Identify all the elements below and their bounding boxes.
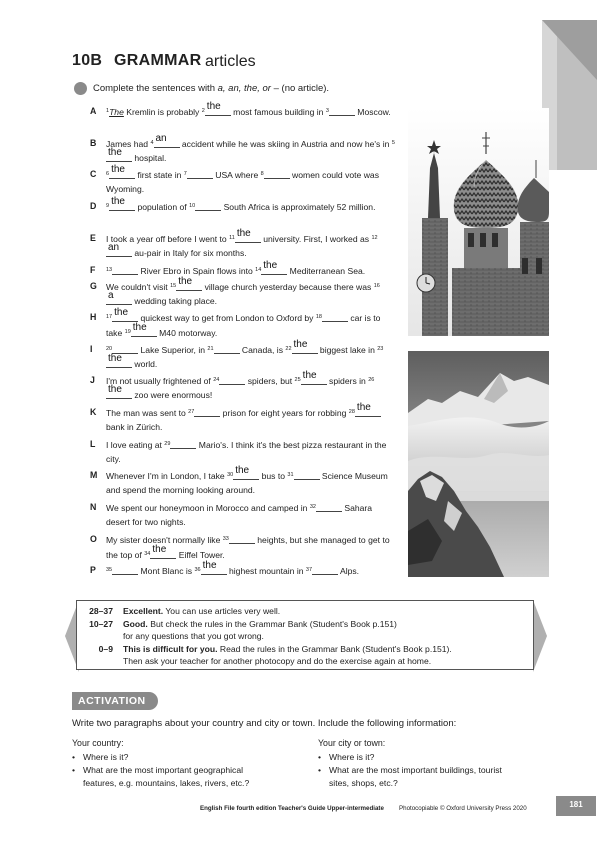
blank-number: 13	[106, 267, 113, 273]
blank-number: 23	[377, 346, 384, 352]
kremlin-photo	[408, 108, 549, 336]
handwritten-answer: the	[111, 196, 125, 207]
exercise-letter: N	[90, 502, 97, 512]
exercise-letter: I	[90, 344, 93, 354]
score-row-excellent: 28–37 Excellent. You can use articles very well.	[89, 606, 281, 616]
answer-blank[interactable]	[214, 344, 240, 354]
blank-number: 18	[315, 314, 322, 320]
blank-number: 6	[106, 171, 110, 177]
blank-number: 20	[106, 346, 113, 352]
exercise-text: Whenever I'm in London, I take $^{30}$ the bus to $^{31}$ Science Museum and spend the morning looking around.	[106, 465, 388, 495]
answer-blank[interactable]	[229, 534, 255, 544]
exercise-text: $^6$ the first state in $^7$ USA where $^8$ women could vote was Wyoming.	[106, 164, 379, 194]
exercise-n	[90, 500, 395, 529]
exercise-letter: E	[90, 233, 96, 243]
handwritten-answer: the	[236, 228, 251, 239]
blank-number: 16	[373, 283, 380, 289]
blank-number: 7	[183, 171, 187, 177]
blank-number: 28	[348, 409, 355, 415]
handwritten-answer: the	[132, 322, 147, 333]
exercise-letter: K	[90, 407, 97, 417]
answer-blank[interactable]	[294, 470, 320, 480]
country-bullet-2: • What are the most important geographical features, e.g. mountains, lakes, rivers, etc.?	[72, 765, 250, 788]
exercise-m	[90, 465, 395, 497]
blank-number: 32	[309, 504, 316, 510]
exercise-letter: F	[90, 265, 96, 275]
answer-blank[interactable]	[329, 106, 355, 116]
exercise-text: The man was sent to $^{27}$ prison for eight years for robbing $^{28}$ the bank in Zürich.	[106, 405, 395, 434]
blank-number: 22	[285, 346, 292, 352]
score-box-right-arrow	[533, 600, 547, 672]
exercise-text: I took a year off before I went to $^{11}$ the university. First, I worked as $^{12}$ an au-pair in Italy for six months.	[106, 228, 378, 258]
country-bullet-1: • Where is it?	[72, 752, 129, 762]
blank-number: 8	[260, 171, 264, 177]
handwritten-answer: the	[152, 544, 167, 555]
answer-blank[interactable]	[170, 439, 196, 449]
blank-number: 33	[222, 536, 229, 542]
corner-fold	[542, 20, 597, 80]
exercise-i	[90, 339, 395, 371]
handwritten-answer: the	[302, 370, 317, 381]
answer-blank[interactable]	[187, 169, 213, 179]
handwritten-answer: the	[263, 260, 278, 271]
handwritten-answer: the	[356, 402, 371, 413]
handwritten-answer: the	[108, 353, 122, 364]
exercise-letter: O	[90, 534, 97, 544]
blank-number: 36	[194, 567, 201, 573]
example-answer: The	[109, 107, 124, 117]
instruction-bullet-icon	[74, 82, 87, 95]
answer-blank[interactable]	[219, 375, 245, 385]
blank-number: 24	[213, 377, 220, 383]
exercise-letter: M	[90, 470, 98, 480]
topic-title: articles	[205, 53, 256, 70]
answer-blank[interactable]	[176, 276, 202, 291]
handwritten-answer: a	[108, 290, 114, 301]
answer-blank[interactable]	[301, 370, 327, 385]
exercise-text: We couldn't visit $^{15}$ the village church yesterday because there was $^{16}$ a wedding taking place.	[106, 276, 380, 306]
instruction: Complete the sentences with a, an, the, or – (no article).	[93, 83, 330, 94]
answer-blank[interactable]	[322, 312, 348, 322]
blank-number: 29	[164, 441, 171, 447]
answer-blank[interactable]	[316, 502, 342, 512]
blank-number: 25	[294, 377, 301, 383]
blank-number: 21	[207, 346, 214, 352]
blank-number: 9	[106, 203, 110, 209]
answer-blank[interactable]	[112, 565, 138, 575]
blank-number: 1	[106, 108, 110, 114]
city-heading: Your city or town:	[318, 738, 386, 748]
city-bullet-2: • What are the most important buildings, tourist sites, shops, etc.?	[318, 765, 502, 788]
exercise-k	[90, 402, 395, 434]
activation-label: ACTIVATION	[78, 695, 146, 707]
answer-blank[interactable]	[233, 465, 259, 480]
exercise-letter: A	[90, 106, 97, 116]
handwritten-answer: the	[202, 560, 217, 571]
blank-number: 15	[170, 283, 177, 289]
handwritten-answer: the	[114, 307, 129, 318]
blank-number: 2	[201, 108, 205, 114]
exercise-text: $^{17}$ the quickest way to get from London to Oxford by $^{18}$ car is to take $^{19}$ the M40 motorway.	[106, 307, 381, 338]
answer-blank[interactable]	[131, 322, 157, 337]
answer-blank[interactable]	[195, 201, 221, 211]
exercise-text: James had $^4$ an accident while he was skiing in Austria and now he's in $^5$ the hospital.	[106, 133, 395, 163]
answer-blank[interactable]	[194, 407, 220, 417]
exercise-l	[90, 437, 395, 466]
exercise-letter: L	[90, 439, 96, 449]
answer-blank[interactable]	[154, 133, 180, 148]
exercise-j	[90, 370, 395, 402]
answer-blank[interactable]	[106, 147, 132, 162]
answer-blank[interactable]	[205, 101, 231, 116]
exercise-text: $^1$The Kremlin is probably $^2$ the most famous building in $^3$ Moscow.	[106, 101, 391, 117]
exercise-o	[90, 532, 395, 562]
blank-number: 4	[150, 140, 154, 146]
answer-blank[interactable]	[106, 290, 132, 305]
exercise-a	[90, 101, 395, 119]
blank-number: 35	[106, 567, 113, 573]
answer-blank[interactable]	[150, 544, 176, 559]
exercise-text: We spent our honeymoon in Morocco and camped in $^{32}$ Sahara desert for two nights.	[106, 503, 373, 527]
lesson-code: 10B	[72, 52, 103, 69]
country-heading: Your country:	[72, 738, 124, 748]
city-bullet-1: • Where is it?	[318, 752, 375, 762]
blank-number: 34	[144, 551, 151, 557]
exercise-p	[90, 560, 395, 578]
blank-number: 12	[371, 235, 378, 241]
answer-blank[interactable]	[235, 228, 261, 243]
exercise-text: I love eating at $^{29}$ Mario's. I think it's the best pizza restaurant in the city.	[106, 440, 387, 464]
blank-number: 37	[305, 567, 313, 573]
blank-number: 27	[188, 409, 195, 415]
handwritten-answer: the	[206, 101, 221, 112]
answer-blank[interactable]	[264, 169, 290, 179]
exercise-letter: H	[90, 312, 97, 322]
blank-number: 14	[255, 267, 262, 273]
exercise-d	[90, 196, 395, 214]
answer-blank[interactable]	[261, 260, 287, 275]
exercise-letter: D	[90, 201, 97, 211]
exercise-text: $^{35}$ Mont Blanc is $^{36}$ the highest mountain in $^{37}$ Alps.	[106, 560, 360, 576]
answer-blank[interactable]	[312, 565, 338, 575]
exercise-letter: C	[90, 169, 97, 179]
exercise-h	[90, 307, 395, 340]
handwritten-answer: the	[108, 147, 122, 158]
footer-book-title: English File fourth edition Teacher's Guide Upper-intermediate	[200, 805, 384, 812]
blank-number: 11	[229, 235, 235, 241]
exercise-f	[90, 260, 395, 278]
answer-blank[interactable]	[106, 242, 132, 257]
answer-blank[interactable]	[355, 402, 381, 417]
handwritten-answer: the	[111, 164, 125, 175]
blank-number: 30	[227, 472, 234, 478]
answer-blank[interactable]	[201, 560, 227, 575]
score-row-difficult: 0–9 This is difficult for you. Read the rules in the Grammar Bank (Student's Book p.151). Then ask your teacher for another photocopy and do the exercise again at home.	[98, 644, 452, 666]
blank-number: 26	[368, 377, 375, 383]
answer-blank[interactable]	[109, 164, 135, 179]
answer-blank[interactable]	[106, 353, 132, 368]
page-number: 181	[569, 800, 583, 809]
activation-instruction: Write two paragraphs about your country and city or town. Include the following information:	[72, 718, 457, 729]
exercise-text: $^{20}$ Lake Superior, in $^{21}$ Canada, is $^{22}$ the biggest lake in $^{23}$ the world.	[106, 339, 384, 369]
handwritten-answer: the	[178, 276, 193, 287]
section-title: GRAMMAR	[114, 52, 202, 69]
exercise-letter: J	[90, 375, 95, 385]
blank-number: 3	[325, 108, 329, 114]
answer-blank[interactable]	[109, 196, 135, 211]
handwritten-answer: the	[293, 339, 308, 350]
mont-blanc-photo	[408, 351, 549, 577]
exercise-letter: P	[90, 565, 96, 575]
exercise-text: $^{13}$ River Ebro in Spain flows into $^{14}$ the Mediterranean Sea.	[106, 260, 366, 276]
score-box	[76, 600, 534, 670]
blank-number: 17	[106, 314, 113, 320]
handwritten-answer: the	[235, 465, 250, 476]
blank-number: 19	[124, 329, 131, 335]
answer-blank[interactable]	[106, 384, 132, 399]
exercise-letter: G	[90, 281, 97, 291]
exercise-c	[90, 164, 395, 196]
exercise-e	[90, 228, 395, 260]
handwritten-answer: an	[108, 242, 120, 253]
exercise-text: I'm not usually frightened of $^{24}$ spiders, but $^{25}$ the spiders in $^{26}$ the zoo were enormous!	[106, 370, 375, 400]
handwritten-answer: an	[155, 133, 167, 144]
exercise-text: $^9$ the population of $^{10}$ South Africa is approximately 52 million.	[106, 196, 376, 212]
answer-blank[interactable]	[292, 339, 318, 354]
exercise-g	[90, 276, 395, 308]
blank-number: 5	[391, 140, 395, 146]
exercise-b	[90, 133, 395, 165]
handwritten-answer: the	[108, 384, 122, 395]
exercise-text: My sister doesn't normally like $^{33}$ heights, but she managed to get to the top of $^{34}$ the Eiffel Tower.	[106, 535, 390, 560]
answer-blank[interactable]	[112, 265, 138, 275]
footer-copyright: Photocopiable © Oxford University Press 2020	[399, 805, 527, 812]
score-row-good: 10–27 Good. But check the rules in the Grammar Bank (Student's Book p.151) for any questions that you got wrong.	[89, 619, 397, 641]
blank-number: 31	[287, 472, 294, 478]
exercise-letter: B	[90, 138, 97, 148]
blank-number: 10	[189, 203, 196, 209]
